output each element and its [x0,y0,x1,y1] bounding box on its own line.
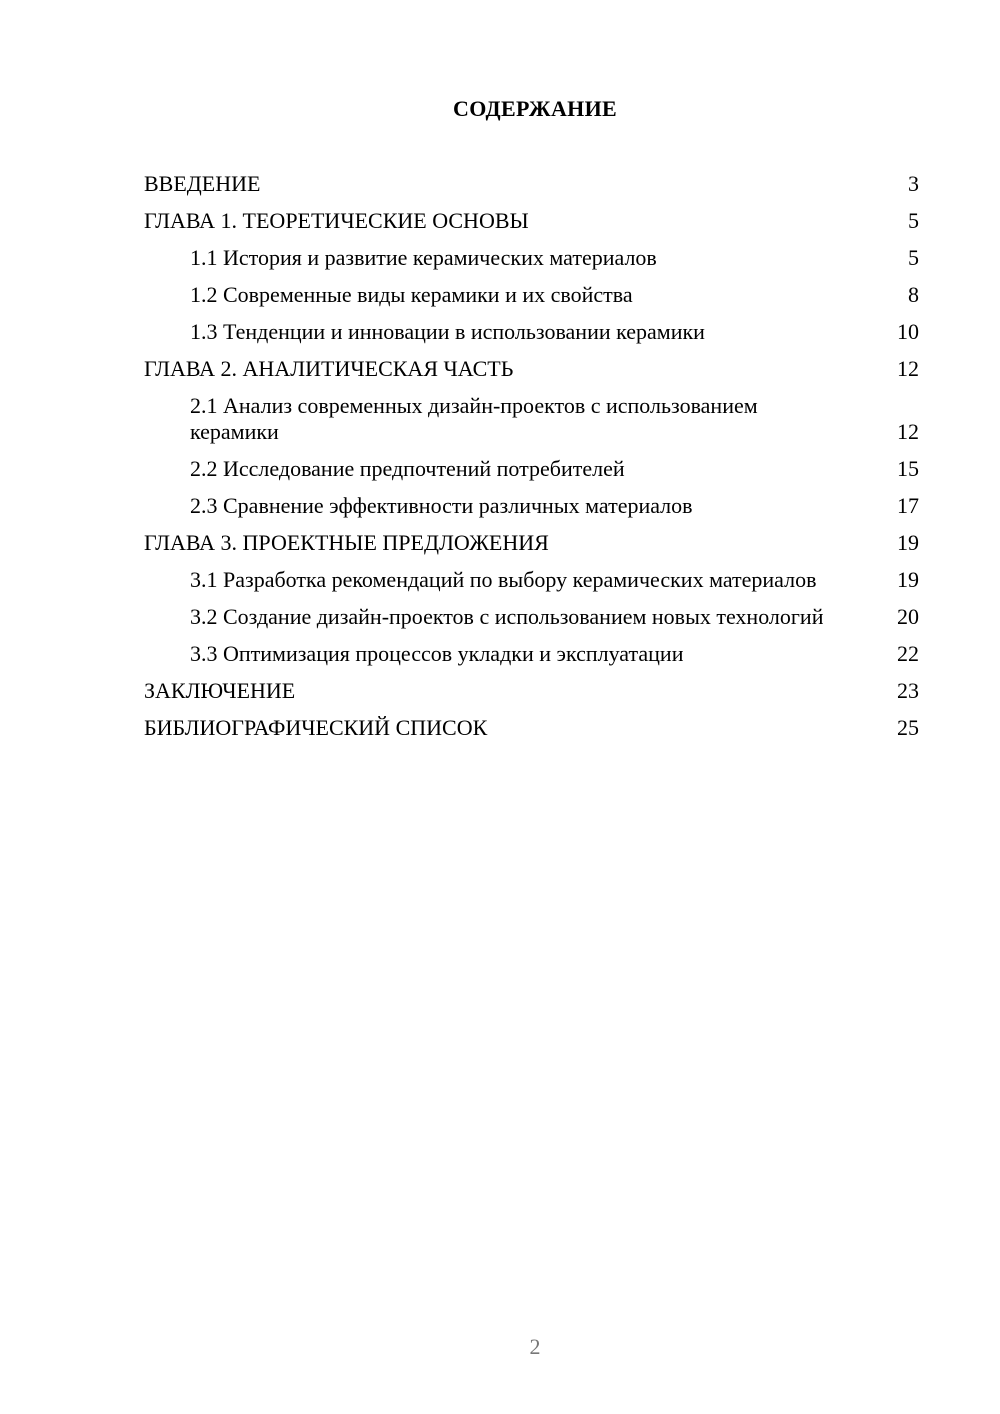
toc-entry-section-3-3 [144,641,919,667]
toc-entry-text: 1.2 Современные виды керамики и их свойства [190,282,633,307]
toc-entry-page: 10 [897,319,919,344]
toc-entry-section-1-3 [144,319,919,345]
toc-entry-chapter-3 [144,530,919,556]
toc-entry-text: 2.1 Анализ современных дизайн-проектов с использованием керамики [190,393,758,444]
toc-entry-text: БИБЛИОГРАФИЧЕСКИЙ СПИСОК [144,715,488,740]
toc-entry-page: 5 [908,208,919,233]
toc-entry-text: ГЛАВА 2. АНАЛИТИЧЕСКАЯ ЧАСТЬ [144,356,514,381]
toc-entry-page: 20 [897,604,919,629]
toc-entry-text: 3.1 Разработка рекомендаций по выбору керамических материалов [190,567,817,592]
toc-entry-section-2-1 [144,393,919,445]
toc-entry-page: 5 [908,245,919,270]
toc-entry-text: ЗАКЛЮЧЕНИЕ [144,678,296,703]
toc-entry-page: 15 [897,456,919,481]
page-number: 2 [529,1334,541,1359]
toc-entry-section-2-2 [144,456,919,482]
toc-entry-page: 8 [908,282,919,307]
toc-entry-text: 3.2 Создание дизайн-проектов с использованием новых технологий [190,604,824,629]
toc-entry-text: ВВЕДЕНИЕ [144,171,261,196]
toc-entry-page: 19 [897,530,919,555]
toc-entry-conclusion [144,678,919,704]
toc-entry-text: 3.3 Оптимизация процессов укладки и эксплуатации [190,641,684,666]
toc-entry-page: 23 [897,678,919,703]
toc-entry-page: 12 [897,356,919,381]
toc-entry-bibliography [144,715,919,741]
toc-entry-chapter-1 [144,208,919,234]
toc-entry-page: 3 [908,171,919,196]
toc-entry-section-1-1 [144,245,919,271]
toc-entry-text: 2.2 Исследование предпочтений потребителей [190,456,625,481]
toc-entry-text: ГЛАВА 1. ТЕОРЕТИЧЕСКИЕ ОСНОВЫ [144,208,529,233]
toc-entry-introduction [144,171,919,197]
toc-entry-section-3-1 [144,567,919,593]
toc-entry-text: ГЛАВА 3. ПРОЕКТНЫЕ ПРЕДЛОЖЕНИЯ [144,530,549,555]
toc-entry-page: 12 [897,419,919,444]
toc-entry-text: 1.1 История и развитие керамических материалов [190,245,657,270]
toc-entry-page: 17 [897,493,919,518]
table-of-contents [144,171,919,752]
page-title: СОДЕРЖАНИЕ [453,96,617,121]
toc-entry-page: 22 [897,641,919,666]
toc-entry-chapter-2 [144,356,919,382]
toc-entry-page: 25 [897,715,919,740]
toc-entry-text: 2.3 Сравнение эффективности различных материалов [190,493,693,518]
toc-entry-section-3-2 [144,604,919,630]
toc-entry-page: 19 [897,567,919,592]
toc-entry-section-1-2 [144,282,919,308]
toc-entry-text: 1.3 Тенденции и инновации в использовании керамики [190,319,705,344]
toc-entry-section-2-3 [144,493,919,519]
